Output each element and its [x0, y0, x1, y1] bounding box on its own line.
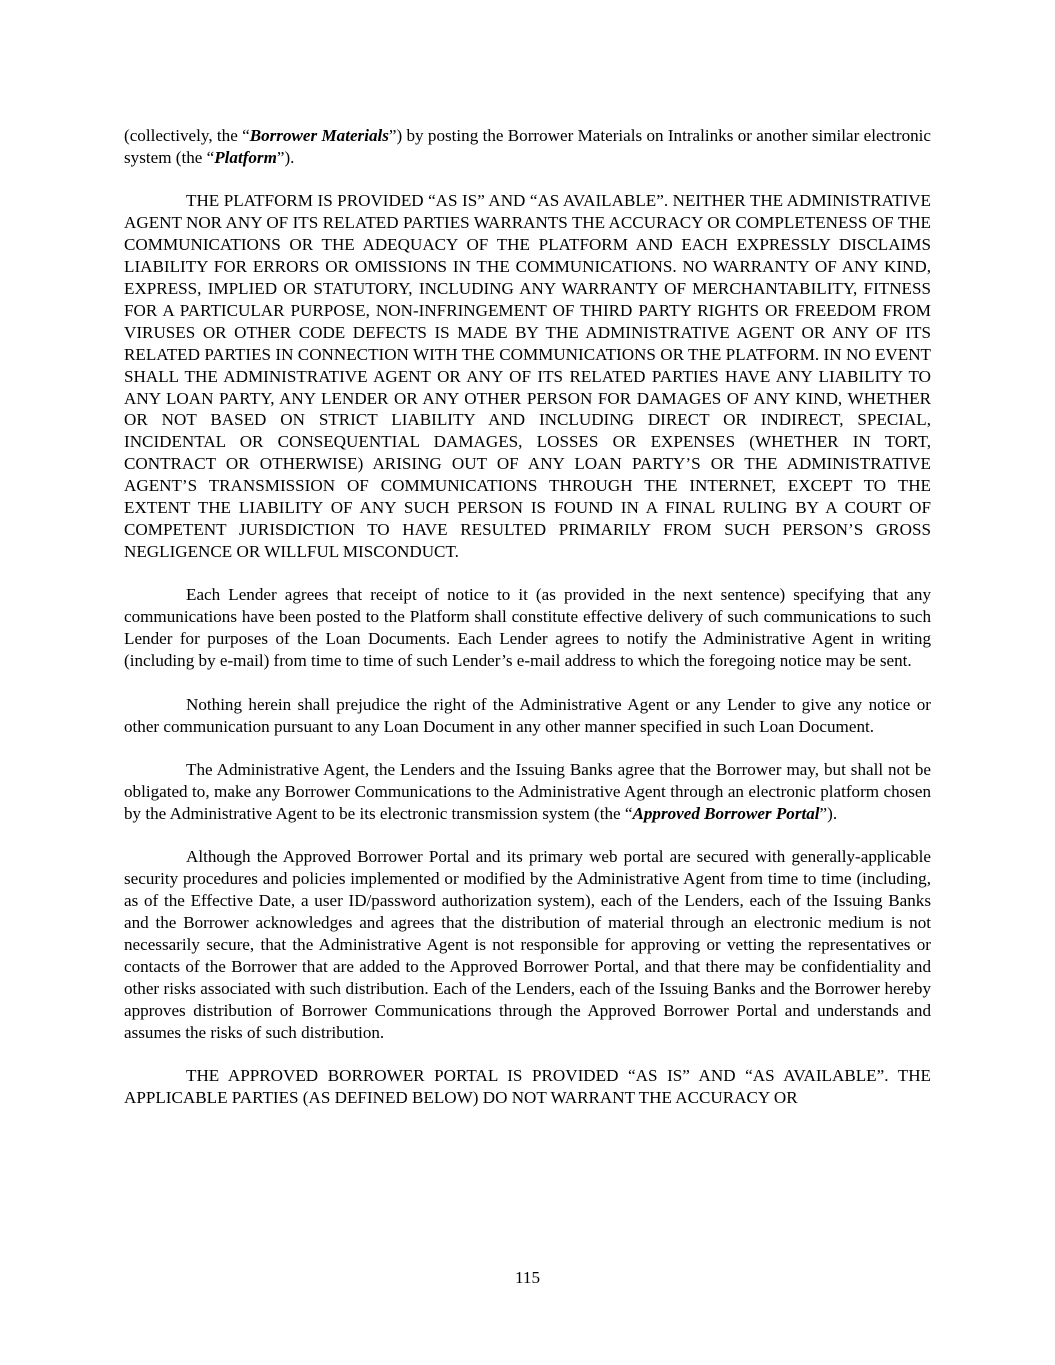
paragraph-portal-disclaimer: THE APPROVED BORROWER PORTAL IS PROVIDED “AS IS” AND “AS AVAILABLE”. THE APPLICABLE PARTIES (AS DEFINED BELOW) DO NOT WARRANT THE ACCURACY OR	[124, 1066, 931, 1107]
paragraph-no-prejudice: Nothing herein shall prejudice the right of the Administrative Agent or any Lender to give any notice or other communication pursuant to any Loan Document in any other manner specified in such Loan Document.	[124, 694, 931, 736]
paragraph-platform-disclaimer: THE PLATFORM IS PROVIDED “AS IS” AND “AS AVAILABLE”. NEITHER THE ADMINISTRATIVE AGENT NOR ANY OF ITS RELATED PARTIES WARRANTS THE ACCURACY OR COMPLETENESS OF THE COMMUNICATIONS OR THE ADEQUACY OF THE PLATFORM AND EACH EXPRESSLY DISCLAIMS LIABILITY FOR ERRORS OR OMISSIONS IN THE COMMUNICATIONS. NO WARRANTY OF ANY KIND, EXPRESS, IMPLIED OR STATUTORY, INCLUDING ANY WARRANTY OF MERCHANTABILITY, FITNESS FOR A PARTICULAR PURPOSE, NON-INFRINGEMENT OF THIRD PARTY RIGHTS OR FREEDOM FROM VIRUSES OR OTHER CODE DEFECTS IS MADE BY THE ADMINISTRATIVE AGENT OR ANY OF ITS RELATED PARTIES IN CONNECTION WITH THE COMMUNICATIONS OR THE PLATFORM. IN NO EVENT SHALL THE ADMINISTRATIVE AGENT OR ANY OF ITS RELATED PARTIES HAVE ANY LIABILITY TO ANY LOAN PARTY, ANY LENDER OR ANY OTHER PERSON FOR DAMAGES OF ANY KIND, WHETHER OR NOT BASED ON STRICT LIABILITY AND INCLUDING DIRECT OR INDIRECT, SPECIAL, INCIDENTAL OR CONSEQUENTIAL DAMAGES, LOSSES OR EXPENSES (WHETHER IN TORT, CONTRACT OR OTHERWISE) ARISING OUT OF ANY LOAN PARTY’S OR THE ADMINISTRATIVE AGENT’S TRANSMISSION OF COMMUNICATIONS THROUGH THE INTERNET, EXCEPT TO THE EXTENT THE LIABILITY OF ANY SUCH PERSON IS FOUND IN A FINAL RULING BY A COURT OF COMPETENT JURISDICTION TO HAVE RESULTED PRIMARILY FROM SUCH PERSON’S GROSS NEGLIGENCE OR WILLFUL MISCONDUCT.	[124, 191, 931, 561]
paragraph-lender-notice: Each Lender agrees that receipt of notice to it (as provided in the next sentence) specifying that any communications have been posted to the Platform shall constitute effective delivery of such communications to such Lender for purposes of the Loan Documents. Each Lender agrees to notify the Administrative Agent in writing (including by e-mail) from time to time of such Lender’s e-mail address to which the foregoing notice may be sent.	[124, 585, 931, 671]
paragraph-platform-definition	[124, 125, 931, 169]
paragraph-text: The Administrative Agent, the Lenders and the Issuing Banks agree that the Borrower may, but shall not be obligated to, make any Borrower Communications to the Administrative Agent through an electronic platform chosen by the Administrative Agent to be its electronic transmission system (the “	[124, 760, 931, 823]
paragraph-text: ”) by posting the Borrower Materials on Intralinks or another similar electronic system (the “	[124, 126, 932, 167]
paragraph-text: ”).	[276, 147, 295, 167]
paragraph-portal-security: Although the Approved Borrower Portal and its primary web portal are secured with generally-applicable security procedures and policies implemented or modified by the Administrative Agent from time to time (including, as of the Effective Date, a user ID/password authorization system), each of the Lenders, each of the Issuing Banks and the Borrower acknowledges and agrees that the distribution of material through an electronic medium is not necessarily secure, that the Administrative Agent is not responsible for approving or vetting the representatives or contacts of the Borrower that are added to the Approved Borrower Portal, and that there may be confidentiality and other risks associated with such distribution. Each of the Lenders, each of the Issuing Banks and the Borrower hereby approves distribution of Borrower Communications through the Approved Borrower Portal and understands and assumes the risks of such distribution.	[124, 847, 931, 1042]
paragraph-approved-borrower-portal	[124, 759, 931, 825]
defined-term-borrower-materials: Borrower Materials	[249, 126, 389, 145]
page-number: 115	[514, 1268, 540, 1287]
defined-term-approved-borrower-portal: Approved Borrower Portal	[632, 803, 820, 823]
paragraph-text: (collectively, the “	[124, 126, 250, 145]
paragraph-text: ”).	[819, 803, 838, 823]
document-body	[124, 125, 931, 1109]
defined-term-platform: Platform	[214, 147, 277, 167]
